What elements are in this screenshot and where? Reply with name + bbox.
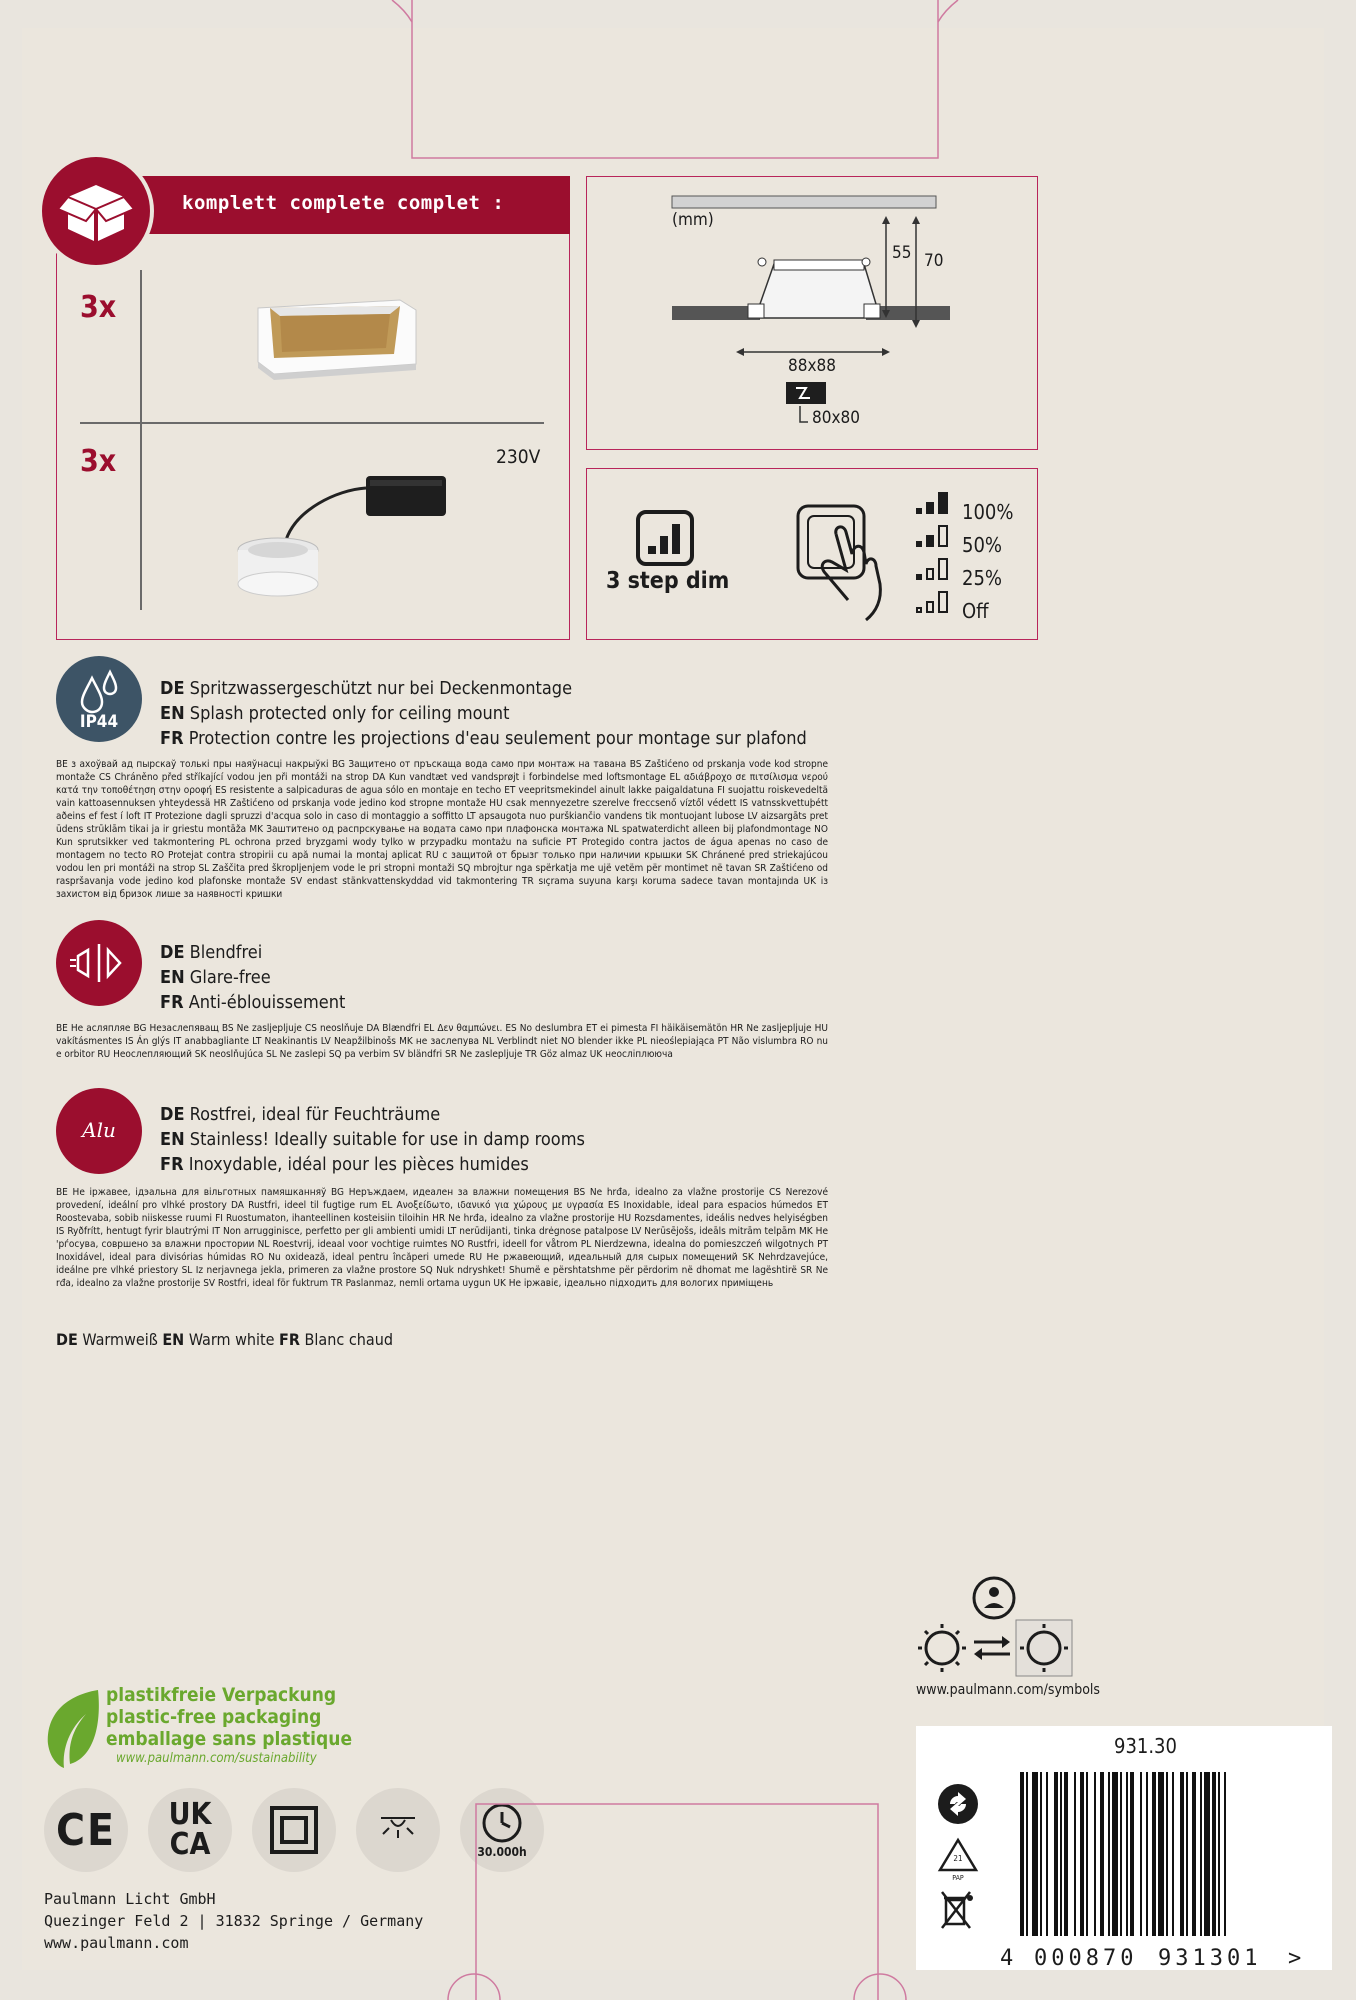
barcode-bar [1086, 1772, 1088, 1936]
lang-de: DE [160, 942, 185, 963]
colour-de: Warmweiß [82, 1330, 158, 1349]
recycle-number: 21 [953, 1854, 963, 1863]
alu-badge [56, 1088, 142, 1174]
alu-en: Stainless! Ideally suitable for use in damp rooms [189, 1129, 585, 1150]
square-frame-image [250, 278, 420, 382]
alu-label: Alu [82, 1118, 116, 1142]
qty-frame: 3x [80, 290, 117, 325]
open-box-icon [42, 157, 150, 265]
box-circle [38, 153, 154, 269]
barcode-bar [1064, 1772, 1068, 1936]
colour-en: Warm white [188, 1330, 275, 1349]
lamp-replace-symbol [914, 1576, 1078, 1680]
dim-levels-list [962, 496, 1013, 628]
barcode-bar [1152, 1772, 1156, 1936]
barcode-bar [1204, 1772, 1210, 1936]
colour-fr: Blanc chaud [304, 1330, 393, 1349]
ce-text: CE [55, 1804, 117, 1856]
product-number: 931.30 [1114, 1734, 1177, 1758]
barcode-panel [916, 1726, 1332, 1970]
barcode-bar [1200, 1772, 1202, 1936]
barcode-bar [1166, 1772, 1168, 1936]
company-name: Paulmann Licht GmbH [44, 1890, 216, 1908]
lang-en: EN [160, 967, 185, 988]
barcode-bar [1040, 1772, 1042, 1936]
ip44-de: Spritzwassergeschützt nur bei Deckenmontage [189, 678, 573, 699]
glare-translations: BE Не асляпляе BG Незаслепяващ BS Ne zasljepljuje CS neoslňuje DA Blændfri EL Δεν θαμπώνει. ES No deslumbra ET ei pimesta FI häikäisemätön HR Ne zasljepljuje HU vakításmentes IS Án glýs IT anabbagliante LT Neakinantis LV Neapžilbinošs MK не заслепува NL Verblindt niet NO blender ikke PL nieoślepiająca PT Não vislumbra RO nu e orbitor RU Неослепляющий SK neoslňujúca SL Ne zaslepi SQ pa verbim SV bländfri SR Ne zaslepljuje TR Göz almaz UK неосліплююча [56, 1023, 828, 1060]
eco-en: plastic-free packaging [106, 1706, 322, 1728]
symbols-url[interactable]: www.paulmann.com/symbols [916, 1682, 1100, 1698]
dim-level-off: Off [962, 599, 989, 623]
recycle-label: PAP [952, 1874, 964, 1882]
qty-module: 3x [80, 444, 117, 479]
company-block [44, 1888, 423, 1954]
barcode-bar [1180, 1772, 1184, 1936]
barcode-bar [1112, 1772, 1118, 1936]
company-web[interactable]: www.paulmann.com [44, 1934, 189, 1952]
barcode-bar [1060, 1772, 1062, 1936]
barcode-bar [1108, 1772, 1110, 1936]
lang-de: DE [56, 1330, 78, 1349]
dim-height-70: 70 [924, 251, 944, 271]
barcode-bar [1100, 1772, 1104, 1936]
dim-level-100: 100% [962, 500, 1014, 524]
eco-de: plastikfreie Verpackung [106, 1684, 337, 1706]
alu-headlines [160, 1102, 585, 1177]
barcode-bar [1212, 1772, 1216, 1936]
glare-de: Blendfrei [189, 942, 263, 963]
contents-header-bar [140, 176, 570, 234]
eco-fr: emballage sans plastique [106, 1728, 353, 1750]
lang-fr: FR [160, 992, 184, 1013]
ean-group1: 000870 [1034, 1946, 1138, 1971]
barcode-bar [1080, 1772, 1084, 1936]
contents-title: komplett complete complet : [182, 192, 505, 214]
glare-headlines [160, 940, 345, 1015]
lifetime-hours: 30.000h [477, 1845, 527, 1859]
colour-line [56, 1330, 393, 1349]
barcode-bar [1140, 1772, 1142, 1936]
ean-first-digit: 4 [1000, 1946, 1014, 1971]
die-cut-lines-top [0, 0, 1356, 170]
barcode-bar [1218, 1772, 1220, 1936]
glare-badge [56, 920, 142, 1006]
lang-en: EN [160, 1129, 185, 1150]
ean-group2: 931301 [1158, 1946, 1262, 1971]
lang-de: DE [160, 678, 185, 699]
lang-en: EN [160, 703, 185, 724]
barcode-bar [1186, 1772, 1188, 1936]
dim-levels-icon [914, 492, 954, 616]
contents-divider-v [140, 270, 142, 610]
ip44-en: Splash protected only for ceiling mount [189, 703, 510, 724]
eco-url[interactable]: www.paulmann.com/sustainability [116, 1751, 317, 1766]
barcode-bar [1046, 1772, 1048, 1936]
barcode-bar [1146, 1772, 1148, 1936]
alu-fr: Inoxydable, idéal pour les pièces humides [188, 1154, 529, 1175]
glare-fr: Anti-éblouissement [188, 992, 346, 1013]
ean-barcode [1020, 1772, 1284, 1946]
barcode-bar [1074, 1772, 1076, 1936]
alu-de: Rostfrei, ideal für Feuchträume [189, 1104, 441, 1125]
wall-switch-hand-icon [796, 504, 892, 622]
barcode-bar [1224, 1772, 1226, 1936]
dim-height-55: 55 [892, 243, 912, 263]
ip44-headlines [160, 676, 807, 751]
lang-de: DE [160, 1104, 185, 1125]
lang-fr: FR [160, 1154, 184, 1175]
ip44-translations: BE з ахоўвай ад пырскаў толькі пры наяўнасці накрыўкі BG Защитено от пръскаща вода само при монтаж на тавана BS Zaštićeno od prskanja vode kod stropne montaže CS Chráněno před stříkající vodou jen při montáži na strop DA Kun vandtæt ved vandsprøjt i forbindelse med loftsmontage EL αδιάβροχο σε πιτσίλισμα νερού κατά την τοποθέτηση στην οροφή ES resistente a salpicaduras de agua sólo en montaje en techo ET veepritsmekindel ainult lakke paigaldatuna FI suojattu roiskevedeltä vain kattoasennuksen yhteydessä HR Zaštićeno od prskanja vode jedino kod stropne montaže HU csak mennyezetre szerelve freccsenő víztől védett IS vatnsskvettuþétt aðeins ef fest í loft IT Protezione dagli spruzzi d'acqua solo in caso di montaggio a soffitto LT apsaugota nuo purškiančio vandens tik montuojant lubose LV aizsargāts pret ūdens strūklām tikai ja ir griestu montāža MK Заштитено од распрскување на водата само при плафонска монтажа NL spatwaterdicht alleen bij plafondmontage NO Kun sprutsikker ved takmontering PL ochrona przed bryzgami wody tylko w przypadku montażu na suficie PT Protegido contra jactos de água apenas no caso de montagem no tecto RO Protejat contra stropirii cu apă numai la montaj aplicat RU с защитой от брызг только при наличии крышки SK Chránené pred striekajúcou vodou len pri montáži na strop SL Zaščita pred škropljenjem vode le pri stropni montaži SQ mbrojtur nga spërkatja me ujë vetëm për montimet në tavan SR Zaštićeno od raspršavanja vode jedino kod plafonske montaže SV endast stänkvattenskyddad vid takmontering TR sıçrama suyuna karşı koruma sadece tavan montajında UK із захистом від бризок лише за наявності кришки [56, 759, 828, 900]
lang-en: EN [162, 1330, 185, 1349]
ukca-top: UK [168, 1797, 212, 1832]
dim-width: 88x88 [788, 356, 836, 376]
barcode-bar [1130, 1772, 1134, 1936]
dim-step-icon [636, 510, 694, 566]
barcode-bar [1094, 1772, 1096, 1936]
voltage-label: 230V [496, 446, 541, 468]
glare-en: Glare-free [189, 967, 271, 988]
alu-translations: BE Не іржавее, ідэальна для вільготных памяшканняў BG Неръждаем, идеален за влажни помещения BS Ne hrđa, idealno za vlažne prostorije CS Nerezové provedení, ideální pro vlhké prostory DA Rustfri, ideel til fugtige rum EL Ανοξείδωτο, ιδανικό για χώρους με υγρασία ES Inoxidable, ideal para espacios húmedos ET Roostevaba, sobib niiskesse ruumi FI Ruostumaton, ihanteellinen kosteisiin tiloihin HR Ne hrđa, idealno za vlažne prostorije HU Rozsdamentes, ideális nedves helyiségben IS Ryðfrítt, hentugt fyrir blautrými IT Non arrugginisce, perfetto per gli ambienti umidi LT nerūdijanti, tinka drėgnose patalpose LV Nerūsējošs, ideāls mitrām telpām MK Не 'рѓосува, совршено за влажни простории NL Roestvrij, ideaal voor vochtige ruimtes NO Rustfri, ideell for våtrom PL Nierdzewna, idealna do pomieszczeń wilgotnych PT Inoxidável, ideal para divisórias húmidas RO Nu oxidează, ideal pentru încăperi umede RU Не ржавеющий, идеальный для сырых помещений SK Nehrdzavejúce, ideálne pre vlhké priestory SL Iz nerjavnega jekla, primeren za vlažne prostore SQ Nuk ndryshket! Shumë e përshtatshme për përdorim në dhomat me lagështirë SR Ne rđa, idealno za vlažne prostorije SV Rostfri, ideal för fuktrum TR Paslanmaz, nemli ortama uygun UK Не іржавіє, ідеально підходить для вологих приміщень [56, 1187, 828, 1289]
barcode-bar [1032, 1772, 1038, 1936]
barcode-bar [1172, 1772, 1174, 1936]
barcode-bar [1158, 1772, 1164, 1936]
ip44-label: IP44 [79, 712, 119, 732]
barcode-bar [1026, 1772, 1028, 1936]
glare-free-icon [56, 920, 142, 1006]
dim-level-25: 25% [962, 566, 1002, 590]
barcode-bar [1192, 1772, 1196, 1936]
ip44-fr: Protection contre les projections d'eau seulement pour montage sur plafond [188, 728, 807, 749]
dim-level-50: 50% [962, 533, 1002, 557]
dim-unit: (mm) [672, 210, 714, 230]
barcode-bar [1126, 1772, 1128, 1936]
ip44-badge [56, 656, 142, 742]
led-module-image [226, 470, 456, 600]
weee-bin-icon [938, 1888, 978, 1932]
ean-end: > [1288, 1946, 1302, 1971]
lang-fr: FR [279, 1330, 300, 1349]
company-address: Quezinger Feld 2 | 31832 Springe / Germany [44, 1912, 424, 1930]
barcode-bar [1054, 1772, 1058, 1936]
eco-text [106, 1684, 352, 1768]
dim-cutout: 80x80 [812, 408, 860, 428]
contents-divider-h [80, 422, 544, 424]
lang-fr: FR [160, 728, 184, 749]
green-dot-icon [936, 1782, 980, 1826]
barcode-bar [1020, 1772, 1024, 1936]
barcode-bar [1120, 1772, 1122, 1936]
dim-label: 3 step dim [606, 568, 730, 594]
ukca-bottom: CA [169, 1827, 211, 1862]
leaf-icon [42, 1688, 102, 1770]
